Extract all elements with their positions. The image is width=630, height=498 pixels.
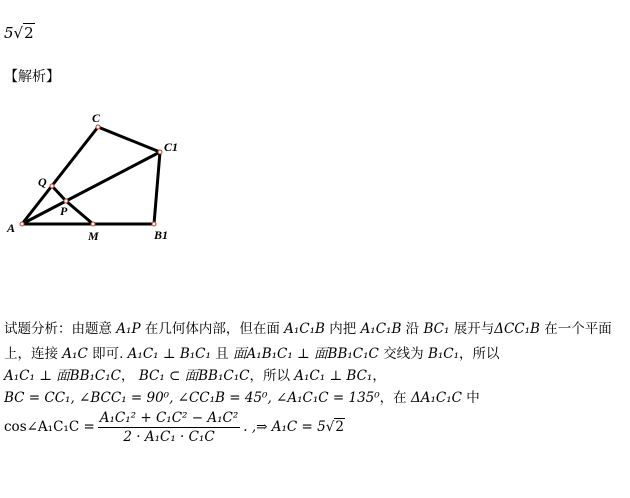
- edge-P-M: [66, 201, 93, 224]
- math-subset: BC₁ ⊂ 面BB₁C₁C: [138, 368, 250, 384]
- label-A: A: [7, 221, 16, 235]
- math-equal: BC = CC₁: [4, 390, 71, 406]
- text: 内把: [324, 321, 361, 337]
- text: 沿: [401, 321, 424, 337]
- geometry-figure: [0, 100, 220, 250]
- text: 即可.: [87, 346, 128, 362]
- vertex-A: [20, 222, 24, 226]
- vertex-C1: [158, 150, 162, 154]
- vertex-B1: [152, 222, 156, 226]
- math-triangle-CC1B: ΔCC₁B: [494, 321, 540, 337]
- answer-radicand: 2: [24, 24, 34, 42]
- label-M: M: [88, 229, 99, 243]
- math-perp-BC1: A₁C₁ ⊥ BC₁: [294, 368, 373, 384]
- text: ，: [121, 368, 139, 384]
- vertex-Q: [50, 184, 54, 188]
- math-angles: , ∠BCC₁ = 90⁰, ∠CC₁B = 45⁰, ∠A₁C₁C = 135⁰: [70, 390, 380, 406]
- fraction-numerator: A₁C₁² + C₁C² − A₁C²: [99, 410, 239, 426]
- sqrt-symbol: √2: [325, 419, 344, 435]
- text: ，: [372, 368, 386, 384]
- fraction-denominator: 2 · A₁C₁ · C₁C: [123, 429, 215, 445]
- edge-P-C1: [66, 152, 160, 201]
- formula-result: . ,⇒ A₁C = 5: [243, 419, 326, 435]
- text-intro: 试题分析：由题意: [4, 321, 117, 337]
- text: 展开与: [449, 321, 495, 337]
- vertex-P: [64, 199, 68, 203]
- text: ，在: [379, 390, 411, 406]
- text: 上，连接: [4, 346, 63, 362]
- answer-coefficient: 5: [4, 24, 14, 42]
- analysis-line-3: [4, 364, 386, 384]
- vertex-C: [96, 125, 100, 129]
- math-plane-perp: 面A₁B₁C₁ ⊥ 面BB₁C₁C: [233, 346, 379, 362]
- formula-lhs: cos∠A₁C₁C =: [4, 419, 95, 435]
- math-line-perp-plane: A₁C₁ ⊥ 面BB₁C₁C: [4, 368, 122, 384]
- section-title: 【解析】: [4, 69, 60, 85]
- text: 在几何体内部，但在面: [140, 321, 285, 337]
- cosine-formula: [4, 410, 345, 445]
- math-B1C1: B₁C₁: [427, 346, 460, 362]
- math-BC1: BC₁: [423, 321, 450, 337]
- text: ，所以: [459, 346, 500, 362]
- fraction: [98, 410, 241, 445]
- edge-C-C1: [98, 127, 160, 152]
- analysis-line-4: [4, 386, 480, 406]
- math-triangle-A1C1C: ΔA₁C₁C: [410, 390, 462, 406]
- math-A1C: A₁C: [62, 346, 88, 362]
- edge-Q-P: [52, 186, 66, 201]
- text: ，所以: [249, 368, 295, 384]
- math-perp: A₁C₁ ⊥ B₁C₁: [127, 346, 211, 362]
- label-C1: C1: [164, 140, 179, 154]
- analysis-line-1: [4, 317, 612, 337]
- result-radicand: 2: [335, 419, 344, 435]
- text: 交线为: [378, 346, 428, 362]
- math-A1P: A₁P: [116, 321, 141, 337]
- text: 在一个平面: [539, 321, 612, 337]
- label-Q: Q: [38, 175, 47, 189]
- sqrt-symbol: √2: [13, 24, 34, 42]
- text: 且: [210, 346, 234, 362]
- label-C: C: [92, 111, 101, 125]
- label-B1: B1: [154, 228, 169, 242]
- math-A1C1B: A₁C₁B: [284, 321, 325, 337]
- vertex-M: [91, 222, 95, 226]
- edge-C1-B1: [154, 152, 160, 224]
- label-P: P: [60, 204, 68, 218]
- math-A1C1B: A₁C₁B: [360, 321, 402, 337]
- analysis-line-2: [4, 342, 500, 362]
- answer-value: [4, 24, 35, 42]
- text: 中: [461, 390, 480, 406]
